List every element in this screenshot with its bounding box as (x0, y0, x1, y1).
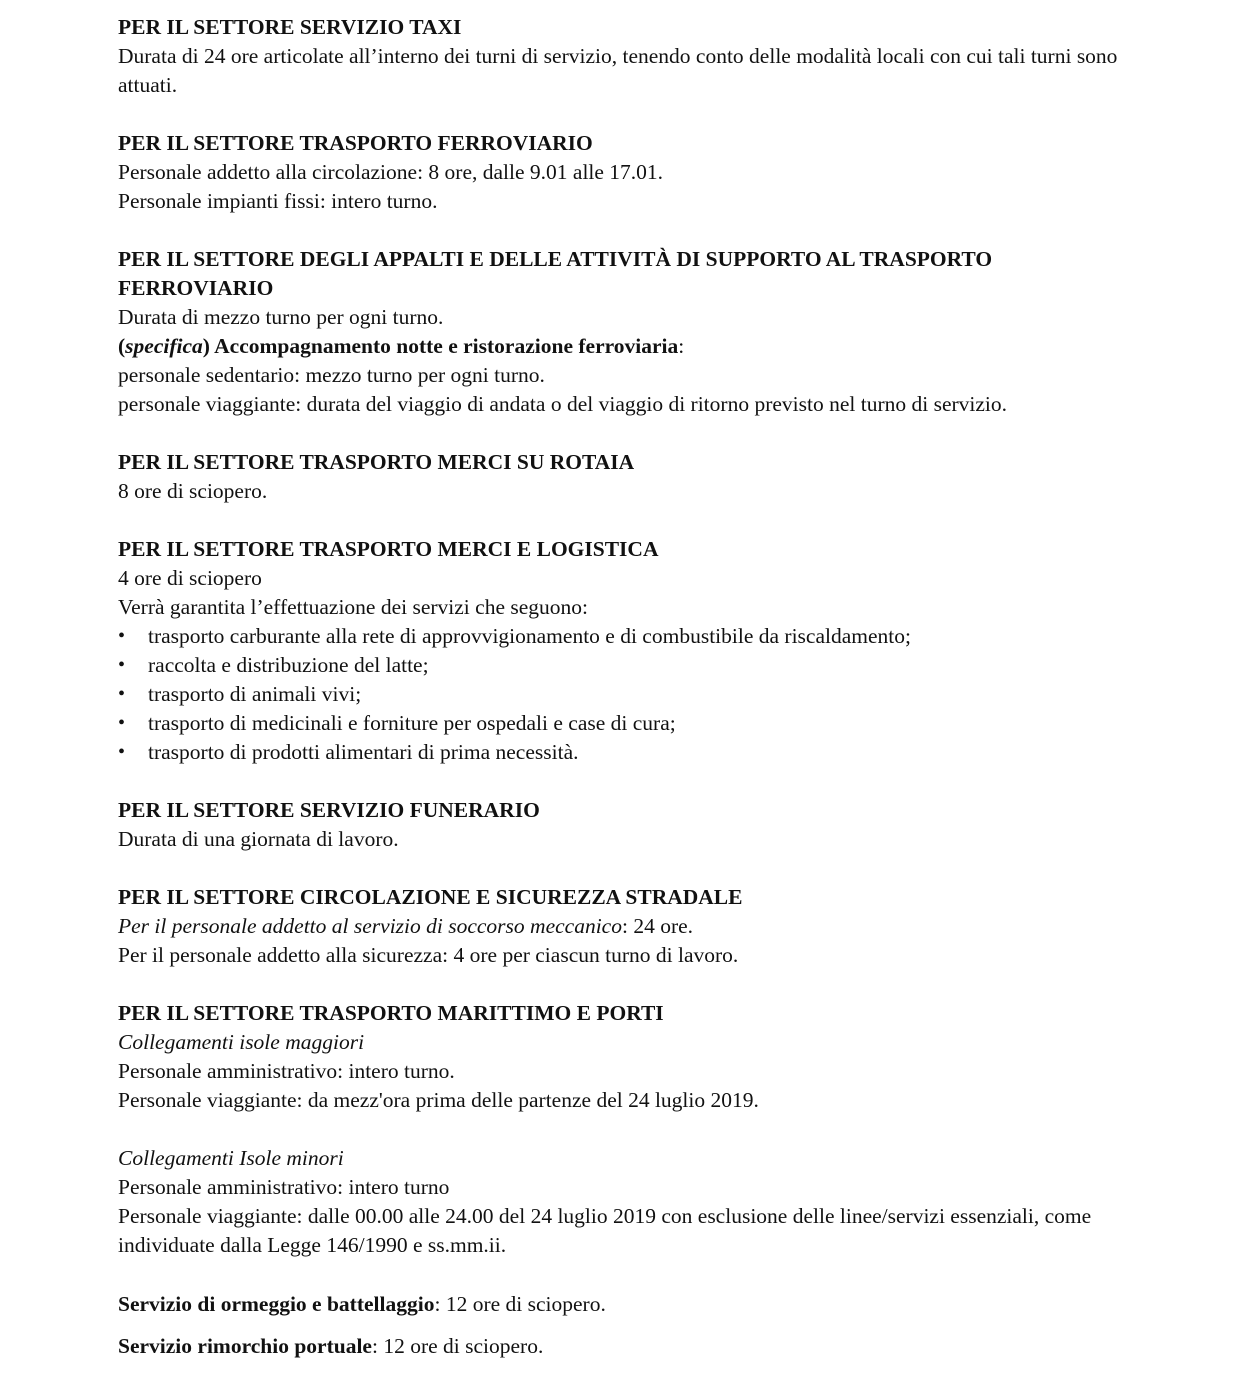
rimorchio-value: : 12 ore di sciopero. (371, 1334, 544, 1358)
section-text: Durata di 24 ore articolate all’interno dei turni di servizio, tenendo conto delle modalità locali con cui tali turni sono attuati. (118, 44, 1118, 97)
section-text: personale viaggiante: durata del viaggio di andata o del viaggio di ritorno previsto nel turno di servizio. (118, 392, 1008, 416)
section-text: personale sedentario: mezzo turno per ogni turno. (118, 363, 545, 387)
soccorso-value: : 24 ore. (621, 914, 694, 938)
specifica-title: Accompagnamento notte e ristorazione ferroviaria (209, 334, 679, 358)
section-text: Personale amministrativo: intero turno. (118, 1059, 455, 1083)
list-item: • trasporto carburante alla rete di approvvigionamento e di combustibile da riscaldamento; (118, 622, 1122, 651)
section-text: Durata di mezzo turno per ogni turno. (118, 305, 444, 329)
list-item: • trasporto di prodotti alimentari di prima necessità. (118, 738, 1122, 767)
section-funerario (118, 796, 1122, 854)
rimorchio-label: Servizio rimorchio portuale (118, 1334, 372, 1358)
section-marittimo (118, 999, 1122, 1115)
section-text: 8 ore di sciopero. (118, 479, 268, 503)
section-merci-logistica (118, 535, 1122, 767)
paren-close: ) (202, 334, 210, 358)
section-heading: PER IL SETTORE SERVIZIO FUNERARIO (118, 798, 540, 822)
list-item: • raccolta e distribuzione del latte; (118, 651, 1122, 680)
subsection-title: Collegamenti Isole minori (118, 1146, 344, 1170)
section-heading: PER IL SETTORE DEGLI APPALTI E DELLE ATTIVITÀ DI SUPPORTO AL TRASPORTO FERROVIARIO (118, 247, 993, 300)
specifica-line (118, 332, 1122, 361)
section-text: 4 ore di sciopero (118, 566, 262, 590)
section-text: Verrà garantita l’effettuazione dei servizi che seguono: (118, 595, 588, 619)
section-text: Per il personale addetto alla sicurezza: 4 ore per ciascun turno di lavoro. (118, 943, 739, 967)
section-ferroviario (118, 129, 1122, 216)
section-ormeggio (118, 1290, 1122, 1319)
section-text: Personale impianti fissi: intero turno. (118, 189, 438, 213)
list-item: • trasporto di animali vivi; (118, 680, 1122, 709)
soccorso-label: Per il personale addetto al servizio di soccorso meccanico (118, 914, 622, 938)
ormeggio-value: : 12 ore di sciopero. (434, 1292, 606, 1316)
section-rimorchio (118, 1332, 1122, 1361)
ormeggio-label: Servizio di ormeggio e battellaggio (118, 1292, 435, 1316)
specifica-word: specifica (125, 334, 203, 358)
section-heading: PER IL SETTORE TRASPORTO FERROVIARIO (118, 131, 593, 155)
section-isole-minori (118, 1144, 1122, 1260)
section-merci-rotaia (118, 448, 1122, 506)
section-text: Personale amministrativo: intero turno (118, 1175, 450, 1199)
section-stradale (118, 883, 1122, 970)
section-text: Personale addetto alla circolazione: 8 ore, dalle 9.01 alle 17.01. (118, 160, 664, 184)
section-text: Personale viaggiante: dalle 00.00 alle 24.00 del 24 luglio 2019 con esclusione delle linee/servizi essenziali, come individuate dalla Legge 146/1990 e ss.mm.ii. (118, 1204, 1092, 1257)
section-text: Personale viaggiante: da mezz'ora prima delle partenze del 24 luglio 2019. (118, 1088, 759, 1112)
section-text: Durata di una giornata di lavoro. (118, 827, 399, 851)
section-heading: PER IL SETTORE SERVIZIO TAXI (118, 15, 462, 39)
section-heading: PER IL SETTORE TRASPORTO MARITTIMO E PORTI (118, 1001, 664, 1025)
section-text (118, 912, 1122, 941)
section-heading: PER IL SETTORE TRASPORTO MERCI SU ROTAIA (118, 450, 635, 474)
services-list (118, 622, 1122, 767)
paren-open: ( (118, 334, 126, 358)
section-heading: PER IL SETTORE CIRCOLAZIONE E SICUREZZA STRADALE (118, 885, 743, 909)
section-heading: PER IL SETTORE TRASPORTO MERCI E LOGISTICA (118, 537, 659, 561)
section-text (118, 1290, 1122, 1319)
specifica-colon: : (678, 334, 685, 358)
list-item: • trasporto di medicinali e forniture per ospedali e case di cura; (118, 709, 1122, 738)
section-taxi (118, 13, 1122, 100)
section-appalti (118, 245, 1122, 419)
subsection-title: Collegamenti isole maggiori (118, 1030, 365, 1054)
section-text (118, 1332, 1122, 1361)
